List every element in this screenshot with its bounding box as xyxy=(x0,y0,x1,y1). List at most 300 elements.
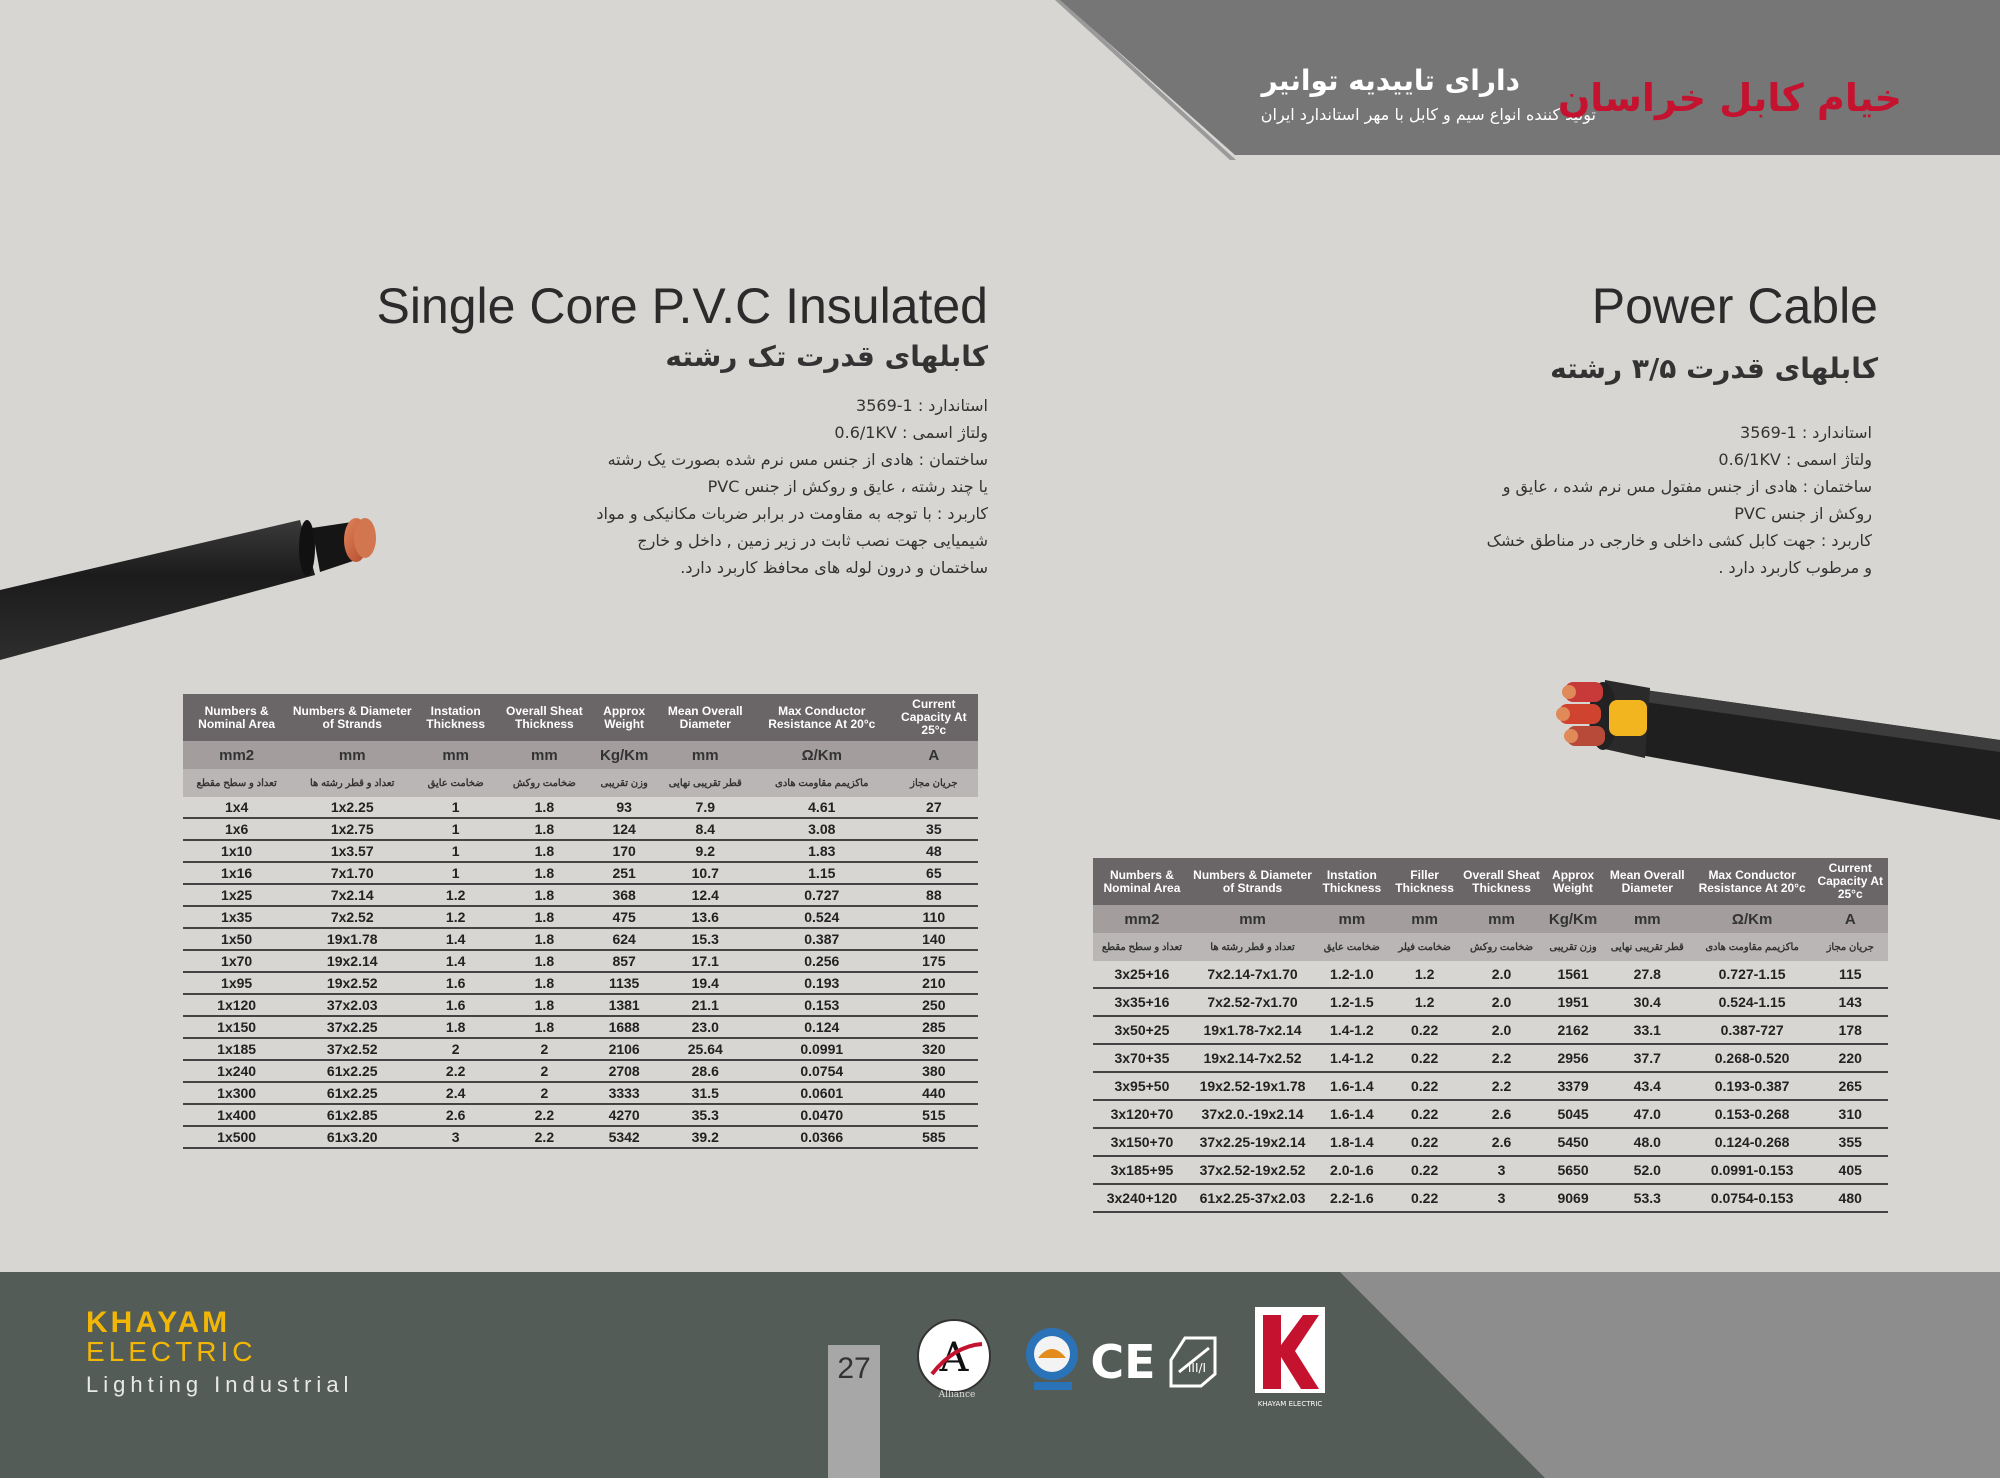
table-cell: 115 xyxy=(1812,961,1888,988)
table-cell: 405 xyxy=(1812,1156,1888,1184)
table-cell: 124 xyxy=(592,818,657,840)
fa-header-cell: تعداد و سطح مقطع xyxy=(1093,933,1191,961)
table-cell: 3 xyxy=(1460,1184,1544,1212)
table-cell: 1x120 xyxy=(183,994,290,1016)
table-cell: 1.8 xyxy=(497,950,592,972)
table-cell: 143 xyxy=(1812,988,1888,1016)
table-row xyxy=(183,950,978,972)
table-cell: 1x3.57 xyxy=(290,840,414,862)
col-header: Instation Thickness xyxy=(1314,858,1389,905)
table-cell: 220 xyxy=(1812,1044,1888,1072)
fa-header-cell: تعداد و قطر رشته ها xyxy=(1191,933,1314,961)
svg-text:A: A xyxy=(939,1335,969,1381)
table-cell: 1.8-1.4 xyxy=(1314,1128,1389,1156)
left-title-fa: کابلهای قدرت تک رشته xyxy=(665,340,988,373)
left-spec-table xyxy=(183,694,978,1149)
table-cell: 2.4 xyxy=(414,1082,497,1104)
table-cell: 1.83 xyxy=(754,840,890,862)
col-header: Numbers & Diameter of Strands xyxy=(1191,858,1314,905)
fa-header-cell: تعداد و قطر رشته ها xyxy=(290,769,414,797)
left-desc-line: ساختمان و درون لوله های محافظ کاربرد دارد. xyxy=(680,558,988,577)
table-cell: 61x2.25-37x2.03 xyxy=(1191,1184,1314,1212)
table-cell: 1.4-1.2 xyxy=(1314,1016,1389,1044)
table-cell: 1x25 xyxy=(183,884,290,906)
approval-title: دارای تاییدیه توانیر xyxy=(1261,64,1520,97)
units-row xyxy=(183,741,978,769)
table-cell: 1.8 xyxy=(497,862,592,884)
table-row xyxy=(1093,1072,1888,1100)
table-cell: 1.2-1.5 xyxy=(1314,988,1389,1016)
table-cell: 7x2.14-7x1.70 xyxy=(1191,961,1314,988)
table-cell: 7.9 xyxy=(657,797,754,818)
col-header: Max Conductor Resistance At 20°c xyxy=(1692,858,1813,905)
table-cell: 1.2 xyxy=(414,884,497,906)
table-cell: 1 xyxy=(414,862,497,884)
iran-standard-icon xyxy=(1020,1326,1086,1394)
table-cell: 2956 xyxy=(1543,1044,1603,1072)
table-cell: 0.727 xyxy=(754,884,890,906)
unit-cell: mm2 xyxy=(1093,905,1191,933)
table-row xyxy=(183,1126,978,1148)
col-header: Instation Thickness xyxy=(414,694,497,741)
table-cell: 1x300 xyxy=(183,1082,290,1104)
table-cell: 0.22 xyxy=(1390,1156,1460,1184)
table-cell: 1.4 xyxy=(414,928,497,950)
left-description xyxy=(596,392,988,581)
table-cell: 48 xyxy=(890,840,978,862)
table-cell: 25.64 xyxy=(657,1038,754,1060)
table-cell: 48.0 xyxy=(1603,1128,1692,1156)
table-cell: 9069 xyxy=(1543,1184,1603,1212)
unit-cell: mm xyxy=(1314,905,1389,933)
table-cell: 2.2 xyxy=(497,1126,592,1148)
table-cell: 2 xyxy=(414,1038,497,1060)
table-cell: 7x1.70 xyxy=(290,862,414,884)
table-cell: 1x185 xyxy=(183,1038,290,1060)
table-row xyxy=(183,884,978,906)
unit-cell: A xyxy=(890,741,978,769)
single-core-cable-image xyxy=(0,500,400,680)
table-cell: 0.0991-0.153 xyxy=(1692,1156,1813,1184)
table-cell: 1x10 xyxy=(183,840,290,862)
table-cell: 37x2.25-19x2.14 xyxy=(1191,1128,1314,1156)
table-cell: 1x4 xyxy=(183,797,290,818)
fa-header-cell: ضخامت فیلر xyxy=(1390,933,1460,961)
table-cell: 1.8 xyxy=(497,1016,592,1038)
right-desc-line: کاربرد : جهت کابل کشی داخلی و خارجی در مناطق خشک xyxy=(1486,531,1872,550)
table-cell: 2.6 xyxy=(1460,1128,1544,1156)
table-cell: 1x240 xyxy=(183,1060,290,1082)
table-cell: 43.4 xyxy=(1603,1072,1692,1100)
table-cell: 3x150+70 xyxy=(1093,1128,1191,1156)
table-cell: 0.153-0.268 xyxy=(1692,1100,1813,1128)
table-cell: 1.6-1.4 xyxy=(1314,1100,1389,1128)
table-cell: 1.8 xyxy=(497,818,592,840)
table-row xyxy=(183,862,978,884)
table-cell: 2.2-1.6 xyxy=(1314,1184,1389,1212)
table-cell: 27 xyxy=(890,797,978,818)
table-cell: 2106 xyxy=(592,1038,657,1060)
table-row xyxy=(183,840,978,862)
left-desc-line: استاندارد : 1-3569 xyxy=(856,396,988,415)
table-cell: 1.8 xyxy=(497,994,592,1016)
table-cell: 2.2 xyxy=(1460,1072,1544,1100)
table-cell: 5342 xyxy=(592,1126,657,1148)
fa-header-cell: قطر تقریبی نهایی xyxy=(657,769,754,797)
fa-header-cell: ماکزیمم مقاومت هادی xyxy=(1692,933,1813,961)
table-cell: 0.524 xyxy=(754,906,890,928)
table-cell: 1x2.25 xyxy=(290,797,414,818)
table-cell: 3 xyxy=(414,1126,497,1148)
fa-header-row xyxy=(183,769,978,797)
table-row xyxy=(1093,1128,1888,1156)
table-row xyxy=(183,1060,978,1082)
table-cell: 17.1 xyxy=(657,950,754,972)
table-cell: 1688 xyxy=(592,1016,657,1038)
table-cell: 0.0754 xyxy=(754,1060,890,1082)
table-cell: 1.8 xyxy=(414,1016,497,1038)
table-cell: 0.0366 xyxy=(754,1126,890,1148)
fa-header-cell: جریان مجاز xyxy=(890,769,978,797)
col-header: Filler Thickness xyxy=(1390,858,1460,905)
table-cell: 30.4 xyxy=(1603,988,1692,1016)
table-cell: 5650 xyxy=(1543,1156,1603,1184)
unit-cell: mm xyxy=(290,741,414,769)
table-cell: 19x2.14 xyxy=(290,950,414,972)
left-desc-line: یا چند رشته ، عایق و روکش از جنس PVC xyxy=(707,477,988,496)
table-row xyxy=(183,928,978,950)
unit-cell: mm xyxy=(414,741,497,769)
table-cell: 2 xyxy=(497,1038,592,1060)
table-cell: 21.1 xyxy=(657,994,754,1016)
table-cell: 0.22 xyxy=(1390,1016,1460,1044)
unit-cell: mm xyxy=(1390,905,1460,933)
table-cell: 3x240+120 xyxy=(1093,1184,1191,1212)
table-cell: 10.7 xyxy=(657,862,754,884)
table-row xyxy=(183,994,978,1016)
brand-name-fa: خیام کابل خراسان xyxy=(1557,76,1902,120)
right-desc-line: ساختمان : هادی از جنس مفتول مس نرم شده ، عایق و xyxy=(1502,477,1872,496)
table-cell: 12.4 xyxy=(657,884,754,906)
table-cell: 475 xyxy=(592,906,657,928)
table-cell: 1.6 xyxy=(414,994,497,1016)
table-cell: 1x500 xyxy=(183,1126,290,1148)
table-row xyxy=(183,972,978,994)
table-cell: 1.4 xyxy=(414,950,497,972)
table-cell: 2.6 xyxy=(414,1104,497,1126)
table-cell: 0.193-0.387 xyxy=(1692,1072,1813,1100)
table-cell: 1.2 xyxy=(1390,988,1460,1016)
table-cell: 37x2.25 xyxy=(290,1016,414,1038)
table-cell: 0.22 xyxy=(1390,1072,1460,1100)
unit-cell: mm xyxy=(497,741,592,769)
col-header: Approx Weight xyxy=(1543,858,1603,905)
table-cell: 1x6 xyxy=(183,818,290,840)
table-cell: 47.0 xyxy=(1603,1100,1692,1128)
table-cell: 1x400 xyxy=(183,1104,290,1126)
right-desc-line: و مرطوب کاربرد دارد . xyxy=(1718,558,1872,577)
table-cell: 178 xyxy=(1812,1016,1888,1044)
table-cell: 8.4 xyxy=(657,818,754,840)
table-cell: 515 xyxy=(890,1104,978,1126)
table-cell: 13.6 xyxy=(657,906,754,928)
table-cell: 35.3 xyxy=(657,1104,754,1126)
table-row xyxy=(183,1016,978,1038)
table-cell: 19x1.78-7x2.14 xyxy=(1191,1016,1314,1044)
table-cell: 0.124-0.268 xyxy=(1692,1128,1813,1156)
table-cell: 1.15 xyxy=(754,862,890,884)
fa-header-cell: ضخامت روکش xyxy=(1460,933,1544,961)
table-cell: 210 xyxy=(890,972,978,994)
unit-cell: mm2 xyxy=(183,741,290,769)
table-cell: 28.6 xyxy=(657,1060,754,1082)
table-cell: 2 xyxy=(497,1082,592,1104)
table-cell: 1.8 xyxy=(497,884,592,906)
unit-cell: mm xyxy=(1603,905,1692,933)
table-cell: 1.6 xyxy=(414,972,497,994)
table-cell: 3x185+95 xyxy=(1093,1156,1191,1184)
table-cell: 37.7 xyxy=(1603,1044,1692,1072)
page-number: 27 xyxy=(837,1352,871,1385)
table-cell: 37x2.52-19x2.52 xyxy=(1191,1156,1314,1184)
table-cell: 0.268-0.520 xyxy=(1692,1044,1813,1072)
table-cell: 19x1.78 xyxy=(290,928,414,950)
table-cell: 0.524-1.15 xyxy=(1692,988,1813,1016)
table-cell: 23.0 xyxy=(657,1016,754,1038)
table-cell: 624 xyxy=(592,928,657,950)
logo-tagline: Lighting Industrial xyxy=(86,1372,354,1397)
table-cell: 88 xyxy=(890,884,978,906)
table-cell: 37x2.52 xyxy=(290,1038,414,1060)
fa-header-cell: وزن تقریبی xyxy=(1543,933,1603,961)
table-cell: 53.3 xyxy=(1603,1184,1692,1212)
col-header: Numbers & Diameter of Strands xyxy=(290,694,414,741)
table-cell: 2162 xyxy=(1543,1016,1603,1044)
col-header: Numbers & Nominal Area xyxy=(183,694,290,741)
table-cell: 1.4-1.2 xyxy=(1314,1044,1389,1072)
col-header: Max Conductor Resistance At 20°c xyxy=(754,694,890,741)
table-cell: 61x2.25 xyxy=(290,1082,414,1104)
table-cell: 251 xyxy=(592,862,657,884)
table-cell: 1.8 xyxy=(497,906,592,928)
col-header: Mean Overall Diameter xyxy=(1603,858,1692,905)
table-cell: 5045 xyxy=(1543,1100,1603,1128)
unit-cell: Kg/Km xyxy=(1543,905,1603,933)
tavanir-approval-icon xyxy=(1165,1330,1223,1390)
table-cell: 1x150 xyxy=(183,1016,290,1038)
table-cell: 1 xyxy=(414,818,497,840)
table-cell: 265 xyxy=(1812,1072,1888,1100)
col-header: Numbers & Nominal Area xyxy=(1093,858,1191,905)
logo-khayam: KHAYAM xyxy=(86,1306,231,1339)
alliance-label: Alliance xyxy=(938,1390,976,1400)
table-row xyxy=(1093,1100,1888,1128)
table-cell: 1.6-1.4 xyxy=(1314,1072,1389,1100)
fa-header-cell: وزن تقریبی xyxy=(592,769,657,797)
table-row xyxy=(183,1104,978,1126)
table-cell: 4.61 xyxy=(754,797,890,818)
table-cell: 1.2-1.0 xyxy=(1314,961,1389,988)
table-row xyxy=(1093,1016,1888,1044)
table-cell: 0.153 xyxy=(754,994,890,1016)
table-cell: 2.2 xyxy=(414,1060,497,1082)
table-cell: 1951 xyxy=(1543,988,1603,1016)
table-cell: 3x70+35 xyxy=(1093,1044,1191,1072)
table-cell: 15.3 xyxy=(657,928,754,950)
table-cell: 3x50+25 xyxy=(1093,1016,1191,1044)
table-cell: 37x2.0.-19x2.14 xyxy=(1191,1100,1314,1128)
table-cell: 310 xyxy=(1812,1100,1888,1128)
table-cell: 1x70 xyxy=(183,950,290,972)
table-cell: 3x120+70 xyxy=(1093,1100,1191,1128)
fa-header-cell: ماکزیمم مقاومت هادی xyxy=(754,769,890,797)
table-cell: 93 xyxy=(592,797,657,818)
table-row xyxy=(183,818,978,840)
table-cell: 0.0470 xyxy=(754,1104,890,1126)
table-cell: 1x95 xyxy=(183,972,290,994)
ce-mark-icon xyxy=(1090,1334,1156,1389)
table-cell: 19.4 xyxy=(657,972,754,994)
units-row xyxy=(1093,905,1888,933)
left-title-en: Single Core P.V.C Insulated xyxy=(376,278,988,334)
table-cell: 368 xyxy=(592,884,657,906)
right-spec-table xyxy=(1093,858,1888,1213)
table-cell: 1.8 xyxy=(497,928,592,950)
table-cell: 585 xyxy=(890,1126,978,1148)
table-cell: 380 xyxy=(890,1060,978,1082)
table-row xyxy=(1093,1156,1888,1184)
table-cell: 31.5 xyxy=(657,1082,754,1104)
table-cell: 0.22 xyxy=(1390,1044,1460,1072)
table-cell: 1x16 xyxy=(183,862,290,884)
table-cell: 1x2.75 xyxy=(290,818,414,840)
table-cell: 2.2 xyxy=(497,1104,592,1126)
table-cell: 2 xyxy=(497,1060,592,1082)
table-cell: 0.256 xyxy=(754,950,890,972)
table-cell: 857 xyxy=(592,950,657,972)
logo-electric: ELECTRIC xyxy=(86,1336,257,1367)
right-title-en: Power Cable xyxy=(1591,278,1878,334)
right-title-fa: کابلهای قدرت ۳/۵ رشته xyxy=(1550,352,1878,385)
table-cell: 7x2.14 xyxy=(290,884,414,906)
table-cell: 1.2 xyxy=(414,906,497,928)
table-cell: 1135 xyxy=(592,972,657,994)
svg-text:III/I: III/I xyxy=(1187,1361,1207,1375)
table-cell: 19x2.52-19x1.78 xyxy=(1191,1072,1314,1100)
table-cell: 2.0-1.6 xyxy=(1314,1156,1389,1184)
table-cell: 4270 xyxy=(592,1104,657,1126)
table-cell: 1 xyxy=(414,797,497,818)
table-row xyxy=(1093,961,1888,988)
left-desc-line: کاربرد : با توجه به مقاومت در برابر ضربات مکانیکی و مواد xyxy=(596,504,988,523)
table-cell: 2.2 xyxy=(1460,1044,1544,1072)
power-cable-image xyxy=(1545,660,2000,830)
table-cell: 0.22 xyxy=(1390,1128,1460,1156)
table-cell: 170 xyxy=(592,840,657,862)
table-cell: 2.6 xyxy=(1460,1100,1544,1128)
unit-cell: Kg/Km xyxy=(592,741,657,769)
table-cell: 250 xyxy=(890,994,978,1016)
right-description xyxy=(1487,419,1872,581)
table-cell: 2.0 xyxy=(1460,1016,1544,1044)
table-cell: 0.22 xyxy=(1390,1184,1460,1212)
unit-cell: mm xyxy=(1191,905,1314,933)
unit-cell: Ω/Km xyxy=(754,741,890,769)
table-cell: 3333 xyxy=(592,1082,657,1104)
table-cell: 140 xyxy=(890,928,978,950)
khayam-logo-icon xyxy=(1253,1305,1327,1411)
table-cell: 61x3.20 xyxy=(290,1126,414,1148)
table-cell: 0.0754-0.153 xyxy=(1692,1184,1813,1212)
alliance-certification-icon xyxy=(912,1316,1002,1400)
table-cell: 3x35+16 xyxy=(1093,988,1191,1016)
table-cell: 0.727-1.15 xyxy=(1692,961,1813,988)
ce-mark-text: CE xyxy=(1090,1335,1156,1389)
table-cell: 7x2.52-7x1.70 xyxy=(1191,988,1314,1016)
fa-header-cell: قطر تقریبی نهایی xyxy=(1603,933,1692,961)
table-cell: 0.193 xyxy=(754,972,890,994)
table-cell: 19x2.52 xyxy=(290,972,414,994)
table-cell: 65 xyxy=(890,862,978,884)
col-header: Overall Sheat Thickness xyxy=(497,694,592,741)
table-cell: 1561 xyxy=(1543,961,1603,988)
table-cell: 0.0991 xyxy=(754,1038,890,1060)
table-cell: 33.1 xyxy=(1603,1016,1692,1044)
table-cell: 37x2.03 xyxy=(290,994,414,1016)
table-cell: 1.2 xyxy=(1390,961,1460,988)
fa-header-cell: جریان مجاز xyxy=(1812,933,1888,961)
khayam-badge-label: KHAYAM ELECTRIC xyxy=(1257,1400,1323,1408)
right-desc-line: استاندارد : 1-3569 xyxy=(1740,423,1872,442)
table-cell: 1.8 xyxy=(497,840,592,862)
fa-header-cell: تعداد و سطح مقطع xyxy=(183,769,290,797)
unit-cell: mm xyxy=(657,741,754,769)
fa-header-cell: ضخامت عایق xyxy=(1314,933,1389,961)
table-cell: 110 xyxy=(890,906,978,928)
table-row xyxy=(183,1082,978,1104)
table-cell: 1x50 xyxy=(183,928,290,950)
tagline: تولید کننده انواع سیم و کابل با مهر استاندارد ایران xyxy=(1260,105,1596,124)
table-cell: 1 xyxy=(414,840,497,862)
table-cell: 61x2.85 xyxy=(290,1104,414,1126)
fa-header-cell: ضخامت روکش xyxy=(497,769,592,797)
table-cell: 2.0 xyxy=(1460,961,1544,988)
col-header: Current Capacity At 25°c xyxy=(1812,858,1888,905)
table-cell: 52.0 xyxy=(1603,1156,1692,1184)
table-cell: 9.2 xyxy=(657,840,754,862)
table-cell: 5450 xyxy=(1543,1128,1603,1156)
table-cell: 2.0 xyxy=(1460,988,1544,1016)
table-row xyxy=(183,906,978,928)
table-cell: 7x2.52 xyxy=(290,906,414,928)
table-row xyxy=(1093,1044,1888,1072)
left-desc-line: ولتاژ اسمی : 0.6/1KV xyxy=(834,423,988,442)
fa-header-cell: ضخامت عایق xyxy=(414,769,497,797)
col-header: Overall Sheat Thickness xyxy=(1460,858,1544,905)
table-cell: 175 xyxy=(890,950,978,972)
right-desc-line: روکش از جنس PVC xyxy=(1734,504,1872,523)
table-cell: 27.8 xyxy=(1603,961,1692,988)
table-cell: 1x35 xyxy=(183,906,290,928)
table-cell: 0.0601 xyxy=(754,1082,890,1104)
unit-cell: mm xyxy=(1460,905,1544,933)
table-cell: 0.124 xyxy=(754,1016,890,1038)
table-row xyxy=(183,797,978,818)
left-desc-line: ساختمان : هادی از جنس مس نرم شده بصورت یک رشته xyxy=(607,450,988,469)
table-row xyxy=(1093,988,1888,1016)
table-cell: 39.2 xyxy=(657,1126,754,1148)
table-cell: 0.22 xyxy=(1390,1100,1460,1128)
